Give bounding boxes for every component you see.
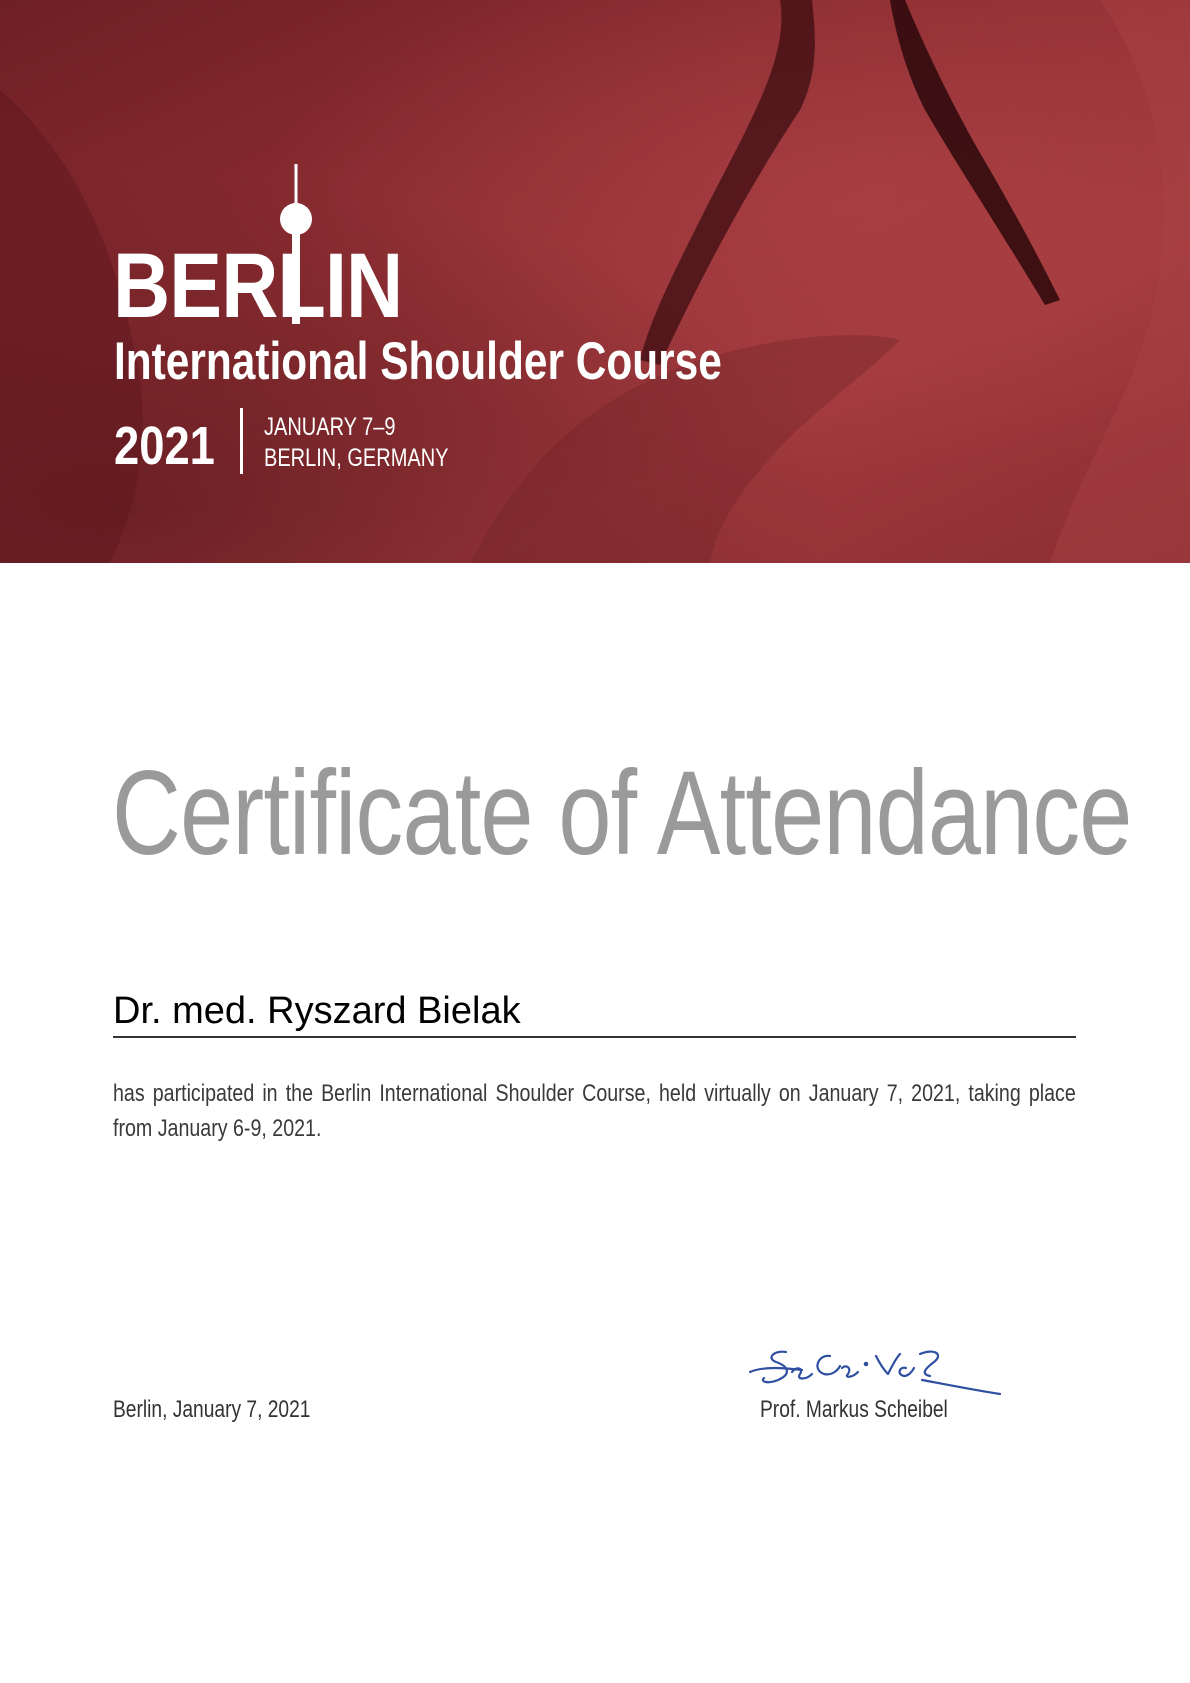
certificate-title: Certificate of Attendance	[112, 746, 1132, 880]
attendance-statement-text: has participated in the Berlin International Shoulder Course, held virtually on January 7, 2021, taking place from January 6-9, 2021.	[113, 1080, 1076, 1142]
event-location: BERLIN, GERMANY	[264, 444, 449, 472]
recipient-name: Dr. med. Ryszard Bielak	[113, 990, 521, 1032]
brand-divider	[240, 408, 243, 474]
event-year: 2021	[114, 416, 215, 476]
header-banner	[0, 0, 1190, 563]
attendance-statement	[113, 1076, 1076, 1146]
place-and-date: Berlin, January 7, 2021	[113, 1396, 311, 1423]
recipient-underline	[113, 1036, 1076, 1038]
handwritten-signature	[744, 1346, 1004, 1402]
event-dates: JANUARY 7–9	[264, 413, 396, 441]
signatory-name: Prof. Markus Scheibel	[760, 1396, 948, 1423]
brand-wordmark: BERLIN	[113, 235, 403, 337]
brand-subtitle: International Shoulder Course	[114, 332, 722, 391]
event-dates-block	[264, 412, 448, 474]
